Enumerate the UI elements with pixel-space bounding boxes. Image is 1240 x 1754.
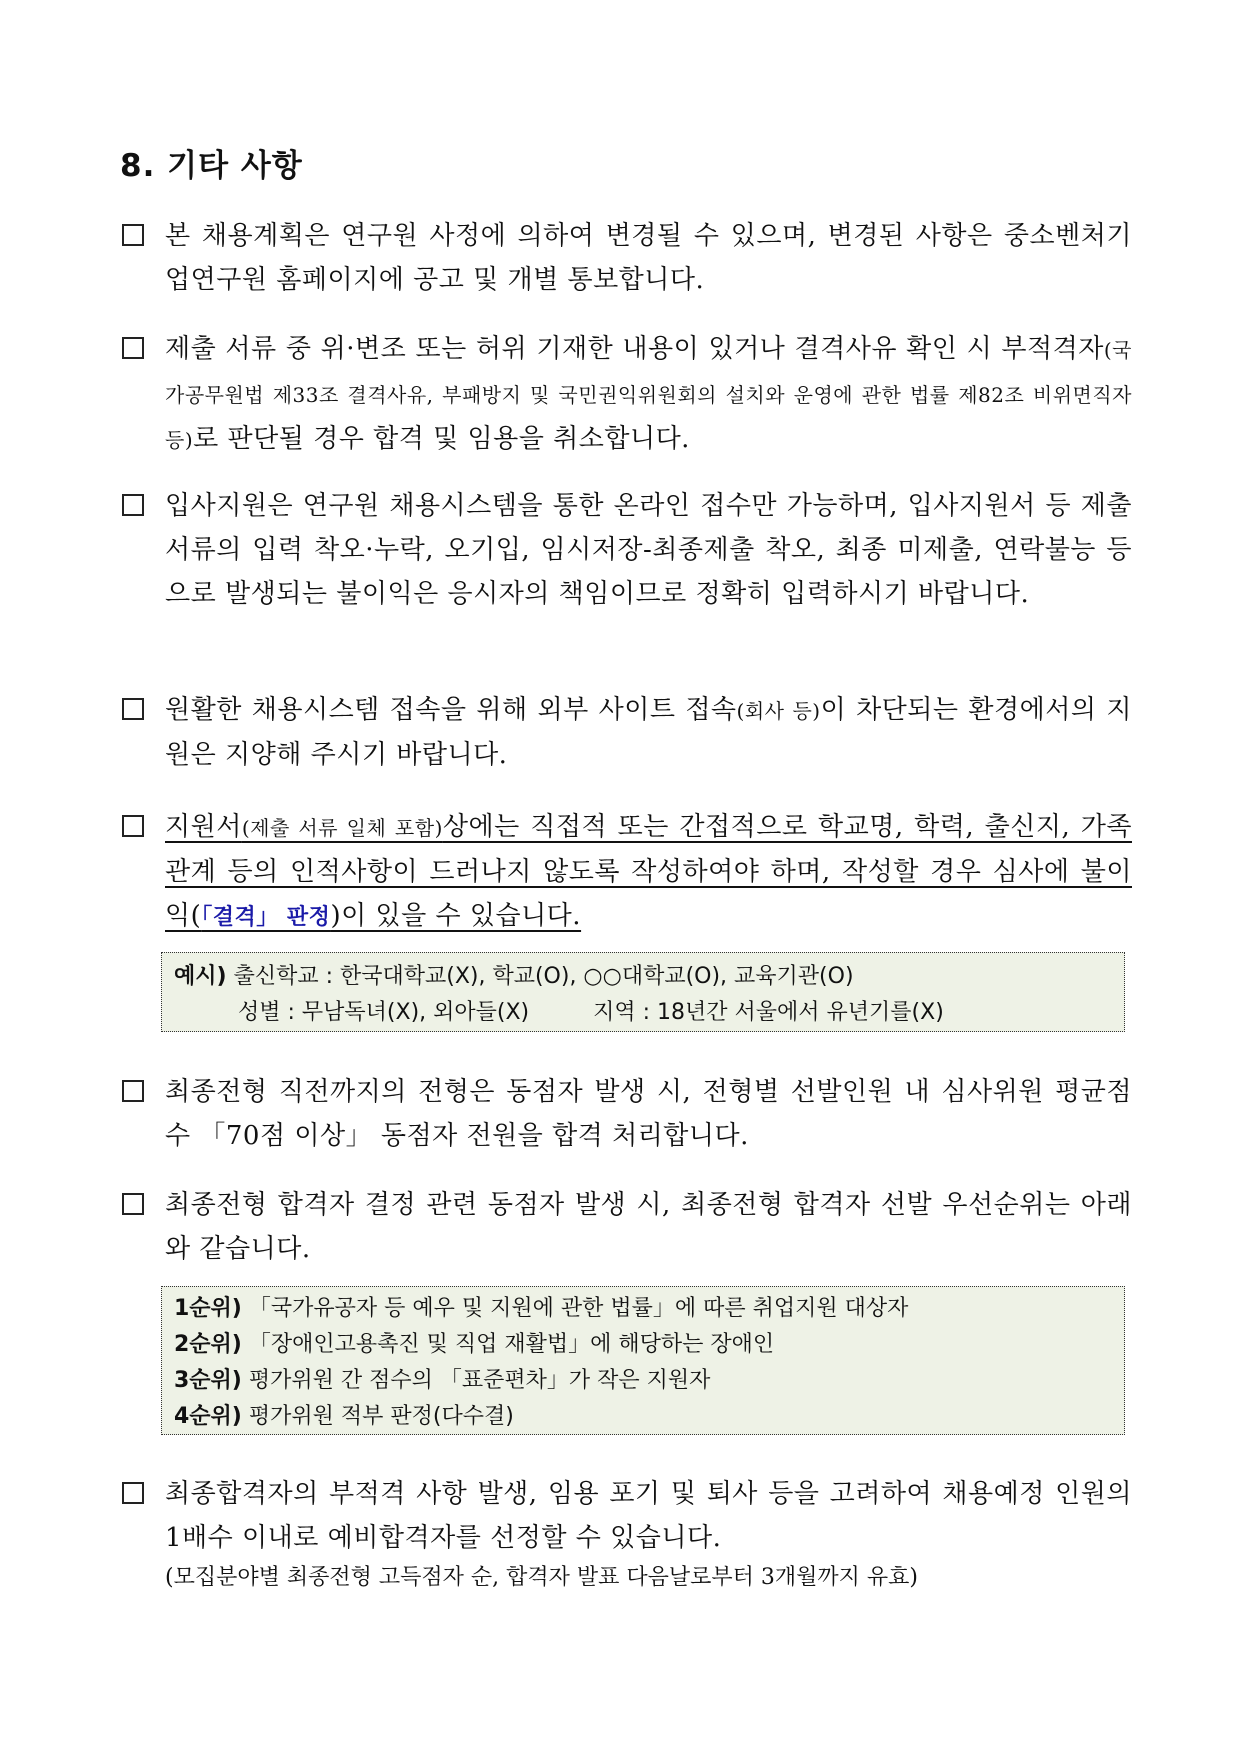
priority-text: 평가위원 적부 판정(다수결) xyxy=(248,1404,514,1429)
checkbox-bullet-icon xyxy=(122,224,144,246)
list-item xyxy=(122,1183,1132,1271)
checkbox-bullet-icon xyxy=(122,1193,144,1215)
priority-text: 평가위원 간 점수의 「표준편차」가 작은 지원자 xyxy=(248,1368,711,1393)
text: 상에는 직접적 또는 간접적으로 학교명, 학력, 출신지, 가족관계 등의 인적사항이 드러나지 않도록 작성하여야 하며, 작성할 경우 심사에 불이익( xyxy=(165,812,1132,931)
example-label: 예시) xyxy=(174,964,227,989)
highlight-text: 「결격」 판정 xyxy=(201,905,331,930)
item-text xyxy=(165,327,1132,462)
small-text: (국가공무원법 제33조 결격사유, 부패방지 및 국민권익위원회의 설치와 운영에 관한 법률 제82조 비위면직자 등) xyxy=(165,338,1132,452)
priority-label: 2순위) xyxy=(174,1332,242,1357)
checkbox-bullet-icon xyxy=(122,337,144,359)
text: 제출 서류 중 위·변조 또는 허위 기재한 내용이 있거나 결격사유 확인 시 부적격자 xyxy=(165,334,1104,364)
section-heading: 8. 기타 사항 xyxy=(120,148,303,184)
list-item xyxy=(122,1070,1132,1158)
checkbox-bullet-icon xyxy=(122,1080,144,1102)
item-text: 최종합격자의 부적격 사항 발생, 임용 포기 및 퇴사 등을 고려하여 채용예정 인원의 1배수 이내로 예비합격자를 선정할 수 있습니다. xyxy=(165,1479,1132,1553)
small-text: (제출 서류 일체 포함) xyxy=(241,816,443,840)
checkbox-bullet-icon xyxy=(122,1482,144,1504)
example-line: 지역 : 18년간 서울에서 유년기를(X) xyxy=(593,1000,944,1025)
item-text: 최종전형 직전까지의 전형은 동점자 발생 시, 전형별 선발인원 내 심사위원 평균점수 「70점 이상」 동점자 전원을 합격 처리합니다. xyxy=(165,1077,1132,1151)
list-item xyxy=(122,805,1132,940)
item-text: 최종전형 합격자 결정 관련 동점자 발생 시, 최종전형 합격자 선발 우선순위는 아래와 같습니다. xyxy=(165,1190,1132,1264)
list-item xyxy=(122,688,1132,777)
priority-text: 「국가유공자 등 예우 및 지원에 관한 법률」에 따른 취업지원 대상자 xyxy=(248,1296,909,1321)
text: 지원서 xyxy=(165,812,242,842)
list-item xyxy=(122,1472,1132,1596)
item-text-underlined xyxy=(165,805,1132,940)
text: )이 있을 수 있습니다. xyxy=(330,901,582,931)
example-line: 출신학교 : 한국대학교(X), 학교(O), ○○대학교(O), 교육기관(O) xyxy=(233,964,854,989)
priority-box xyxy=(161,1286,1125,1435)
checkbox-bullet-icon xyxy=(122,494,144,516)
item-text: 입사지원은 연구원 채용시스템을 통한 온라인 접수만 가능하며, 입사지원서 등 제출 서류의 입력 착오·누락, 오기입, 임시저장-최종제출 착오, 최종 미제출, 연락불능 등으로 발생되는 불이익은 응시자의 책임이므로 정확히 입력하시기 바랍니다. xyxy=(165,491,1132,609)
list-item xyxy=(122,214,1132,302)
example-box xyxy=(161,952,1125,1032)
item-text: 본 채용계획은 연구원 사정에 의하여 변경될 수 있으며, 변경된 사항은 중소벤처기업연구원 홈페이지에 공고 및 개별 통보합니다. xyxy=(165,221,1132,295)
list-item xyxy=(122,484,1132,616)
checkbox-bullet-icon xyxy=(122,815,144,837)
small-text: (회사 등) xyxy=(736,699,821,723)
priority-label: 4순위) xyxy=(174,1404,242,1429)
priority-label: 1순위) xyxy=(174,1296,242,1321)
list-item xyxy=(122,327,1132,462)
checkbox-bullet-icon xyxy=(122,698,144,720)
priority-label: 3순위) xyxy=(174,1368,242,1393)
text: 원활한 채용시스템 접속을 위해 외부 사이트 접속 xyxy=(165,695,737,725)
item-note: (모집분야별 최종전형 고득점자 순, 합격자 발표 다음날로부터 3개월까지 유효) xyxy=(165,1565,918,1590)
item-text xyxy=(165,688,1132,777)
text: 이 차단되는 환경에서의 지원은 지양해 주시기 바랍니다. xyxy=(165,695,1132,770)
priority-text: 「장애인고용촉진 및 직업 재활법」에 해당하는 장애인 xyxy=(248,1332,775,1357)
text: 로 판단될 경우 합격 및 임용을 취소합니다. xyxy=(193,424,690,454)
example-line: 성별 : 무남독녀(X), 외아들(X) xyxy=(238,1000,530,1025)
